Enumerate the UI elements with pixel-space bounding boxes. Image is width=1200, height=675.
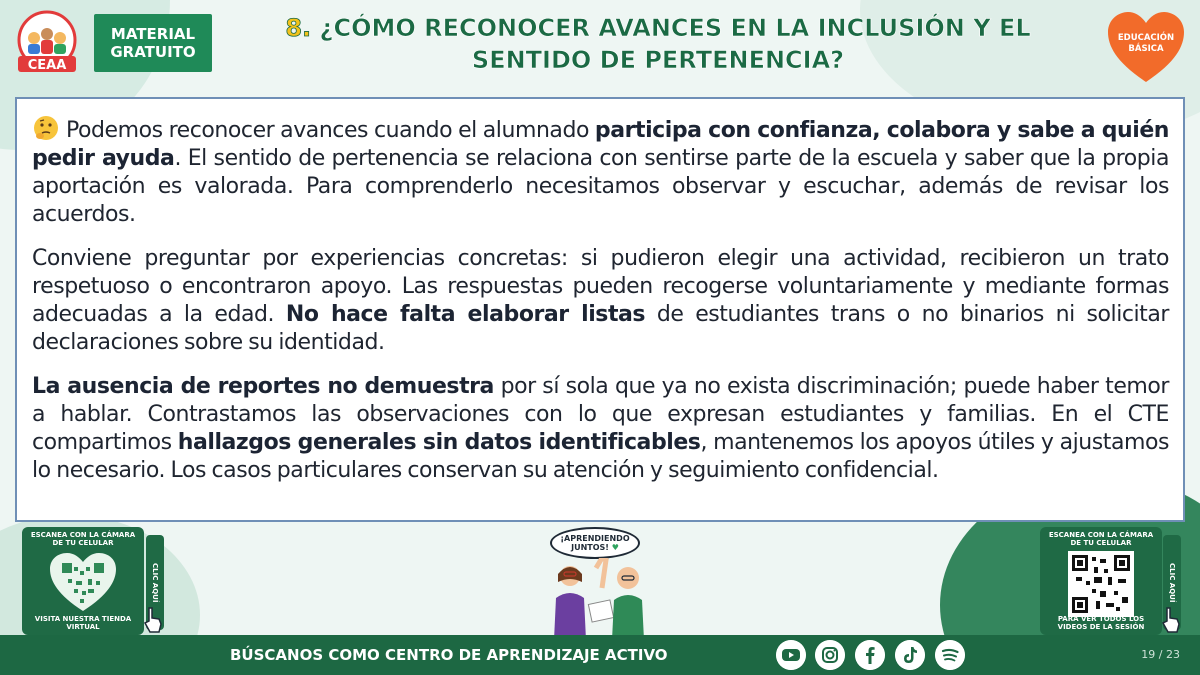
paragraph-1: [32, 115, 1169, 229]
heart-line2: BÁSICA: [1128, 44, 1164, 54]
qr-right-caption: ESCANEA CON LA CÁMARA DE TU CELULAR: [1048, 531, 1154, 547]
qr-left-caption: ESCANEA CON LA CÁMARA DE TU CELULAR: [30, 531, 136, 547]
footer-bar: [0, 635, 1200, 675]
paragraph-2: [32, 245, 1169, 357]
thinking-face-icon: [32, 115, 60, 141]
youtube-icon[interactable]: [776, 640, 806, 670]
tiktok-icon[interactable]: [895, 640, 925, 670]
title-line1: ¿CÓMO RECONOCER AVANCES EN LA INCLUSIÓN Y EL: [319, 14, 1031, 42]
hand-cursor-icon: [1160, 606, 1182, 634]
p3-text-b: por sí sola que ya no exista discriminación; puede haber temor a hablar. Contrastamos las observaciones con lo que expresan estudiantes y familias. En el CTE compartimos: [32, 374, 1169, 455]
store-link-tab[interactable]: CLIC AQUÍ: [146, 535, 164, 630]
teachers-illustration: [540, 558, 660, 640]
p2-text-a: Conviene preguntar por experiencias concretas: si pudieron elegir una actividad, recibieron un trato respetuoso o encontraron apoyo. Las respuestas pueden recogerse voluntariamente y mediante formas adecuadas a la edad.: [32, 246, 1169, 327]
p3-text-c: hallazgos generales sin datos identificables: [177, 430, 701, 455]
page-number: 19 / 23: [1141, 648, 1180, 661]
material-badge: [94, 14, 212, 72]
speech-line1: ¡APRENDIENDO: [560, 534, 630, 543]
title-number: 8.: [285, 14, 312, 42]
qr-right-footer: PARA VER TODOS LOS VIDEOS DE LA SESIÓN: [1057, 615, 1145, 631]
p2-text-c: de estudiantes trans o no binarios ni solicitar declaraciones sobre su identidad.: [32, 302, 1169, 355]
p3-text-a: La ausencia de reportes no demuestra: [32, 374, 494, 399]
qr-left-footer: VISITA NUESTRA TIENDA VIRTUAL: [34, 615, 132, 631]
paragraph-3: [32, 373, 1169, 485]
title-line2: SENTIDO DE PERTENENCIA?: [471, 46, 845, 75]
facebook-icon[interactable]: [855, 640, 885, 670]
heart-icon: [1106, 10, 1186, 86]
ceaa-logo: [12, 10, 82, 74]
instagram-icon[interactable]: [815, 640, 845, 670]
footer-text: BÚSCANOS COMO CENTRO DE APRENDIZAJE ACTIVO: [230, 646, 668, 664]
logo-text: CEAA: [27, 58, 67, 73]
store-qr-card[interactable]: [22, 527, 144, 635]
qr-code-icon: [1068, 551, 1134, 617]
badge-line2: GRATUITO: [110, 43, 196, 61]
videos-link-tab[interactable]: CLIC AQUÍ: [1163, 535, 1181, 630]
speech-bubble: [550, 527, 640, 559]
p1-text-b: participa con confianza, colabora y sabe a quién pedir ayuda: [32, 118, 1169, 171]
hand-cursor-icon: [142, 606, 164, 634]
p2-text-b: No hace falta elaborar listas: [285, 302, 646, 327]
page-title: [228, 12, 1088, 77]
content-panel: [15, 97, 1185, 522]
heart-qr-code-icon: [48, 551, 118, 613]
spotify-icon[interactable]: [935, 640, 965, 670]
videos-qr-card[interactable]: [1040, 527, 1162, 635]
p1-text-c: . El sentido de pertenencia se relaciona con sentirse parte de la escuela y saber que la propia aportación es valorada. Para comprenderlo necesitamos observar y escuchar, además de revisar los acuerdos.: [32, 146, 1169, 227]
speech-line2: JUNTOS! ♥: [571, 543, 619, 552]
p3-text-d: , mantenemos los apoyos útiles y ajustamos lo necesario. Los casos particulares conservan su atención y seguimiento confidencial.: [32, 430, 1169, 483]
badge-line1: MATERIAL: [110, 25, 196, 43]
heart-line1: EDUCACIÓN: [1117, 33, 1175, 43]
p1-text-a: Podemos reconocer avances cuando el alumnado: [66, 118, 595, 143]
